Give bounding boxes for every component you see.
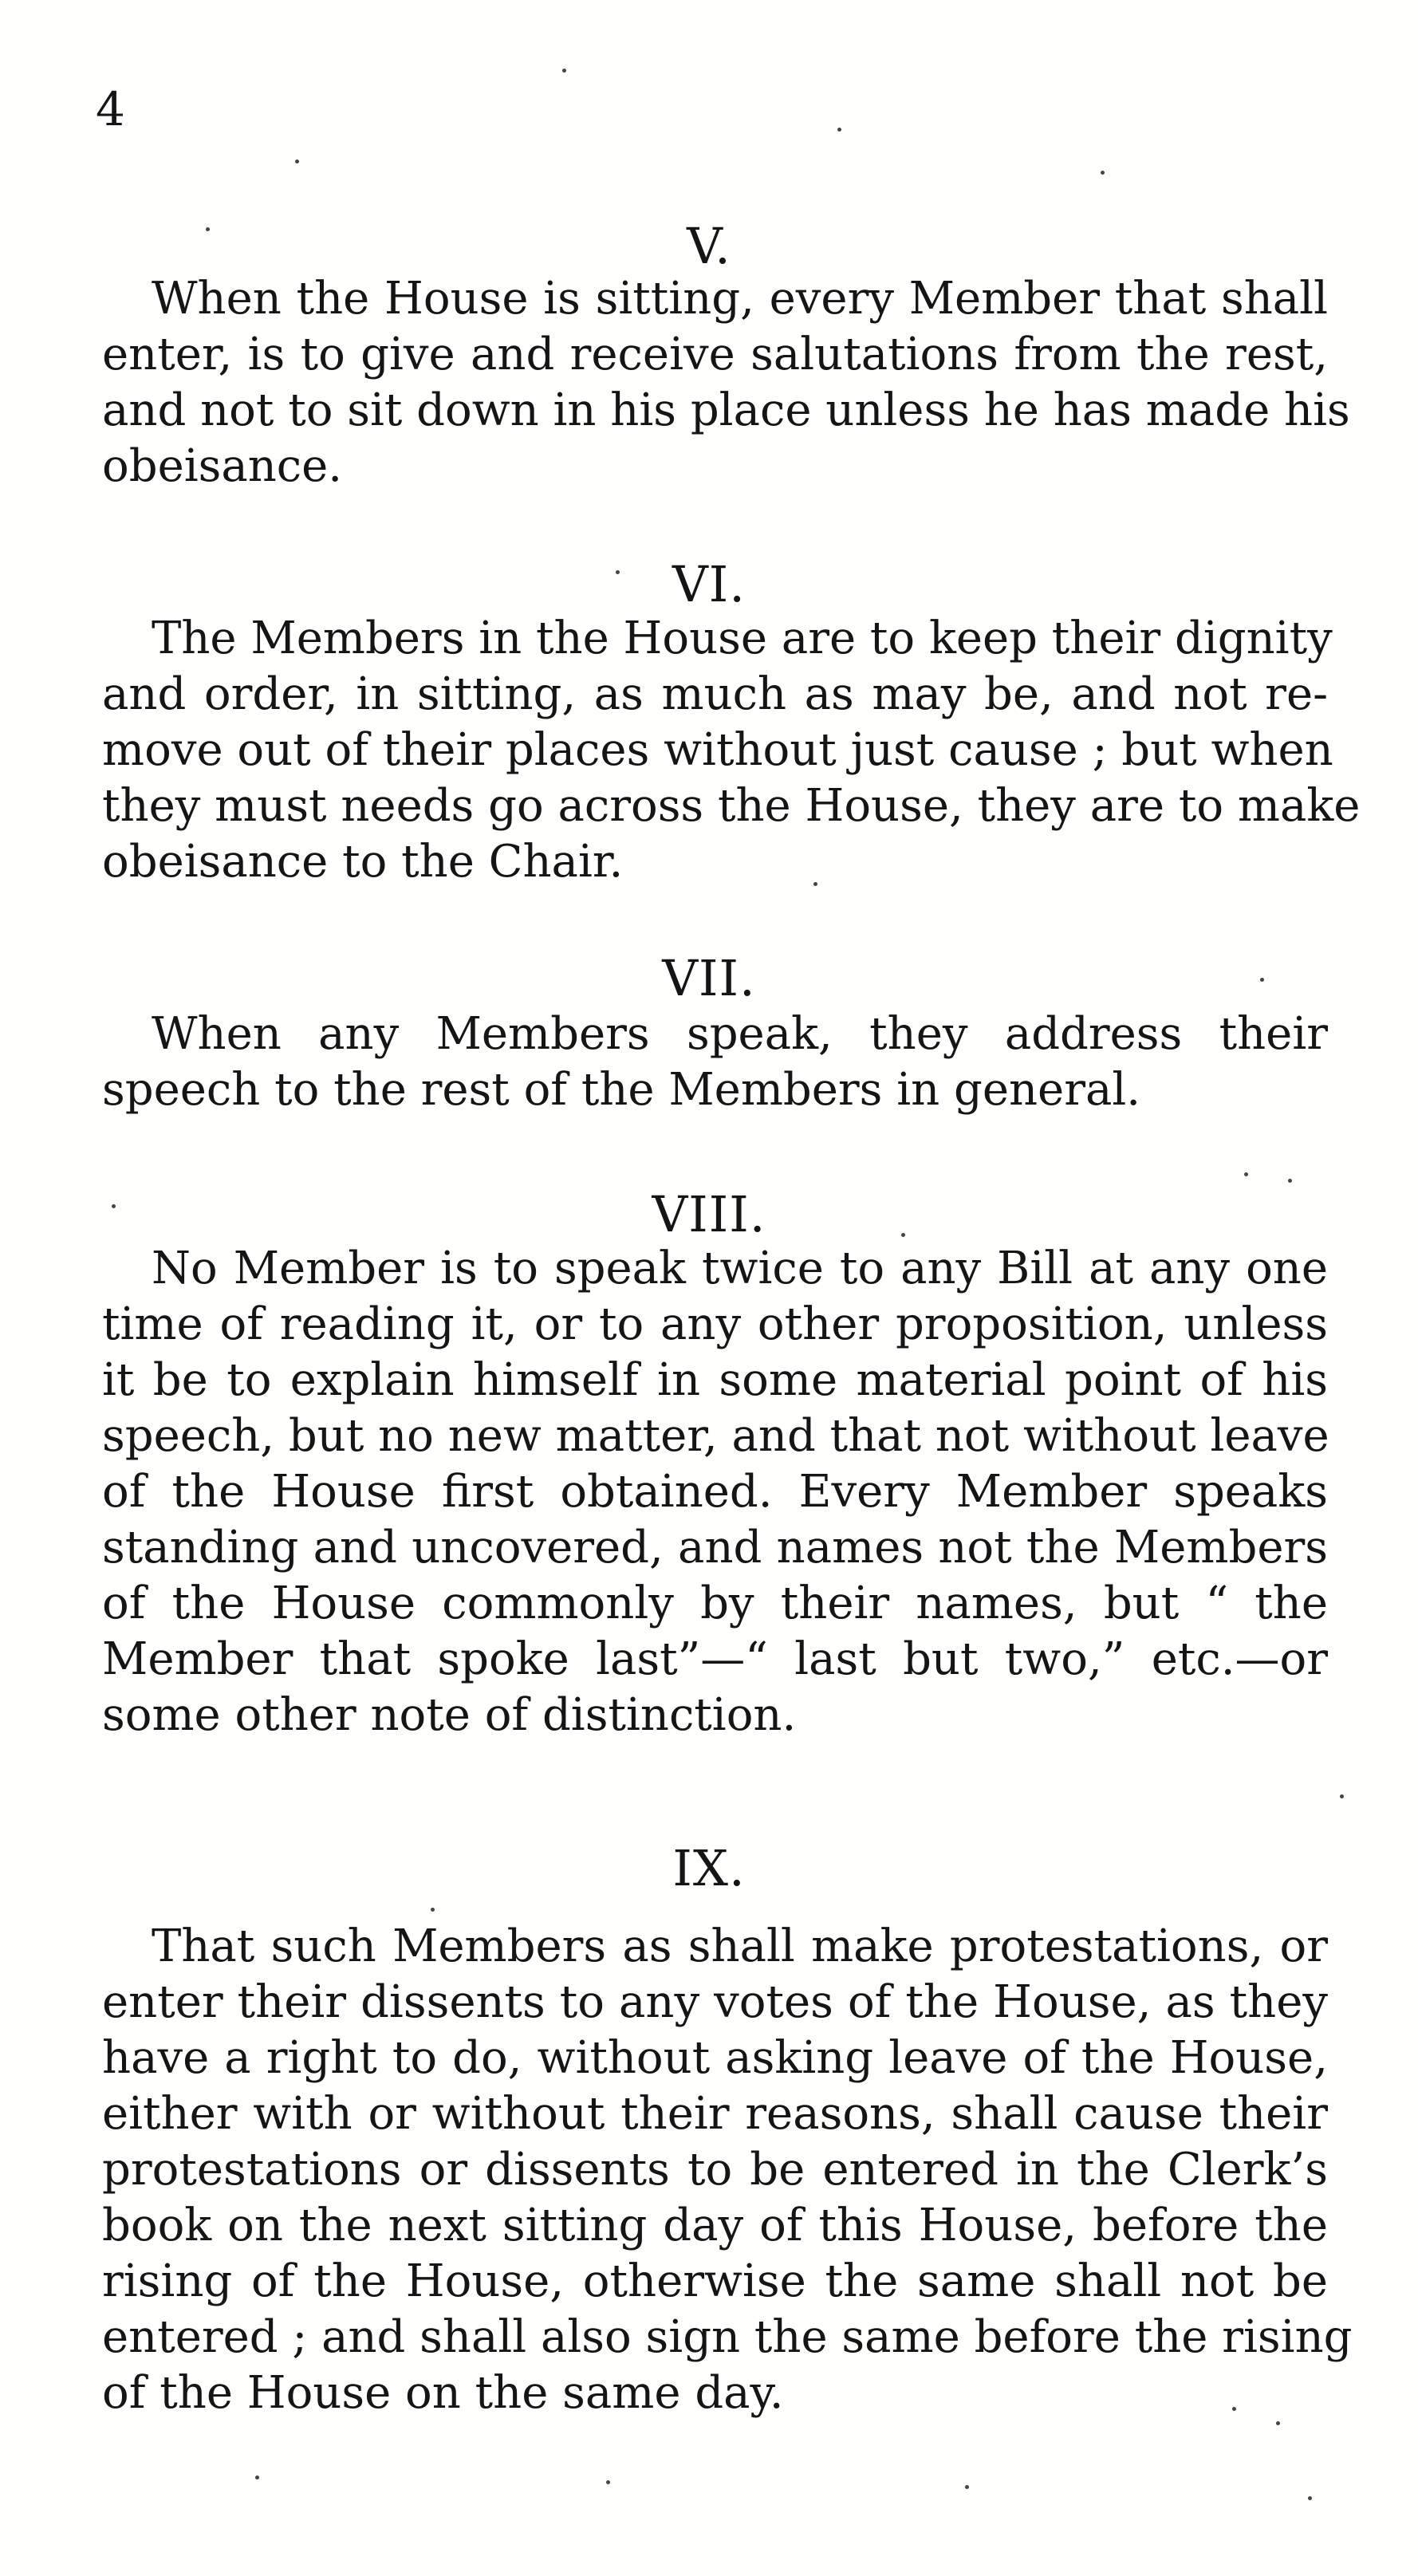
section-heading-viii: VIII. — [652, 1185, 766, 1243]
paragraph-line: obeisance. — [102, 440, 343, 492]
print-speck — [813, 882, 817, 886]
paragraph-line: and not to sit down in his place unless he has made his — [102, 384, 1350, 436]
print-speck — [616, 570, 620, 574]
print-speck — [837, 128, 841, 132]
section-heading-vii: VII. — [662, 949, 756, 1007]
print-speck — [112, 1204, 116, 1208]
print-speck — [431, 1908, 435, 1912]
print-speck — [1308, 2496, 1312, 2500]
paragraph-line: speech, but no new matter, and that not without leave — [102, 1410, 1329, 1462]
paragraph-line: they must needs go across the House, they are to make — [102, 780, 1361, 832]
paragraph-line: of the House first obtained. Every Member speaks — [102, 1466, 1328, 1518]
paragraph-line: either with or without their reasons, shall cause their — [102, 2088, 1328, 2140]
paragraph-line: When any Members speak, they address their — [152, 1008, 1328, 1060]
paragraph-line: it be to explain himself in some material point of his — [102, 1354, 1328, 1406]
paragraph-line: some other note of distinction. — [102, 1689, 797, 1741]
print-speck — [606, 2480, 610, 2484]
section-paragraph-vii — [102, 1006, 1328, 1118]
print-speck — [1232, 2407, 1236, 2411]
paragraph-line: No Member is to speak twice to any Bill at any one — [152, 1243, 1328, 1294]
section-heading-ix: IX. — [672, 1839, 746, 1897]
paragraph-line: enter, is to give and receive salutations from the rest, — [102, 329, 1328, 380]
paragraph-line: standing and uncovered, and names not the Members — [102, 1522, 1328, 1574]
print-speck — [206, 227, 210, 231]
print-speck — [901, 1233, 905, 1237]
print-speck — [1288, 1179, 1292, 1183]
page-number: 4 — [96, 82, 125, 136]
section-heading-vi: VI. — [672, 555, 746, 613]
paragraph-line: enter their dissents to any votes of the House, as they — [102, 1976, 1328, 2028]
paragraph-line: protestations or dissents to be entered in the Clerk’s — [102, 2144, 1328, 2196]
section-paragraph-v — [102, 271, 1350, 494]
paragraph-line: move out of their places without just cause ; but when — [102, 724, 1333, 776]
paragraph-line: and order, in sitting, as much as may be, and not re- — [102, 668, 1328, 720]
section-paragraph-ix — [102, 1919, 1353, 2421]
print-speck — [1244, 1172, 1248, 1176]
print-speck — [295, 160, 299, 163]
print-speck — [1276, 2421, 1280, 2425]
paragraph-line: speech to the rest of the Members in general. — [102, 1064, 1141, 1116]
paragraph-line: time of reading it, or to any other proposition, unless — [102, 1298, 1328, 1350]
paragraph-line: obeisance to the Chair. — [102, 836, 624, 888]
print-speck — [1260, 978, 1264, 982]
paragraph-line: of the House on the same day. — [102, 2367, 784, 2419]
print-speck — [965, 2485, 969, 2489]
section-paragraph-vi — [102, 611, 1361, 890]
print-speck — [562, 69, 566, 73]
print-speck — [255, 2476, 259, 2479]
paragraph-line: of the House commonly by their names, but “ the — [102, 1578, 1328, 1629]
print-speck — [1101, 171, 1105, 175]
section-heading-v: V. — [687, 217, 731, 275]
paragraph-line: The Members in the House are to keep their dignity — [152, 612, 1333, 664]
paragraph-line: rising of the House, otherwise the same shall not be — [102, 2255, 1328, 2307]
section-paragraph-viii — [102, 1241, 1328, 1743]
paragraph-line: When the House is sitting, every Member that shall — [152, 273, 1328, 325]
paragraph-line: have a right to do, without asking leave of the House, — [102, 2032, 1328, 2084]
paragraph-line: entered ; and shall also sign the same before the rising — [102, 2311, 1353, 2363]
paragraph-line: book on the next sitting day of this House, before the — [102, 2200, 1328, 2251]
paragraph-line: Member that spoke last”—“ last but two,” etc.—or — [102, 1633, 1328, 1685]
print-speck — [1340, 1794, 1344, 1798]
paragraph-line: That such Members as shall make protestations, or — [152, 1920, 1328, 1972]
